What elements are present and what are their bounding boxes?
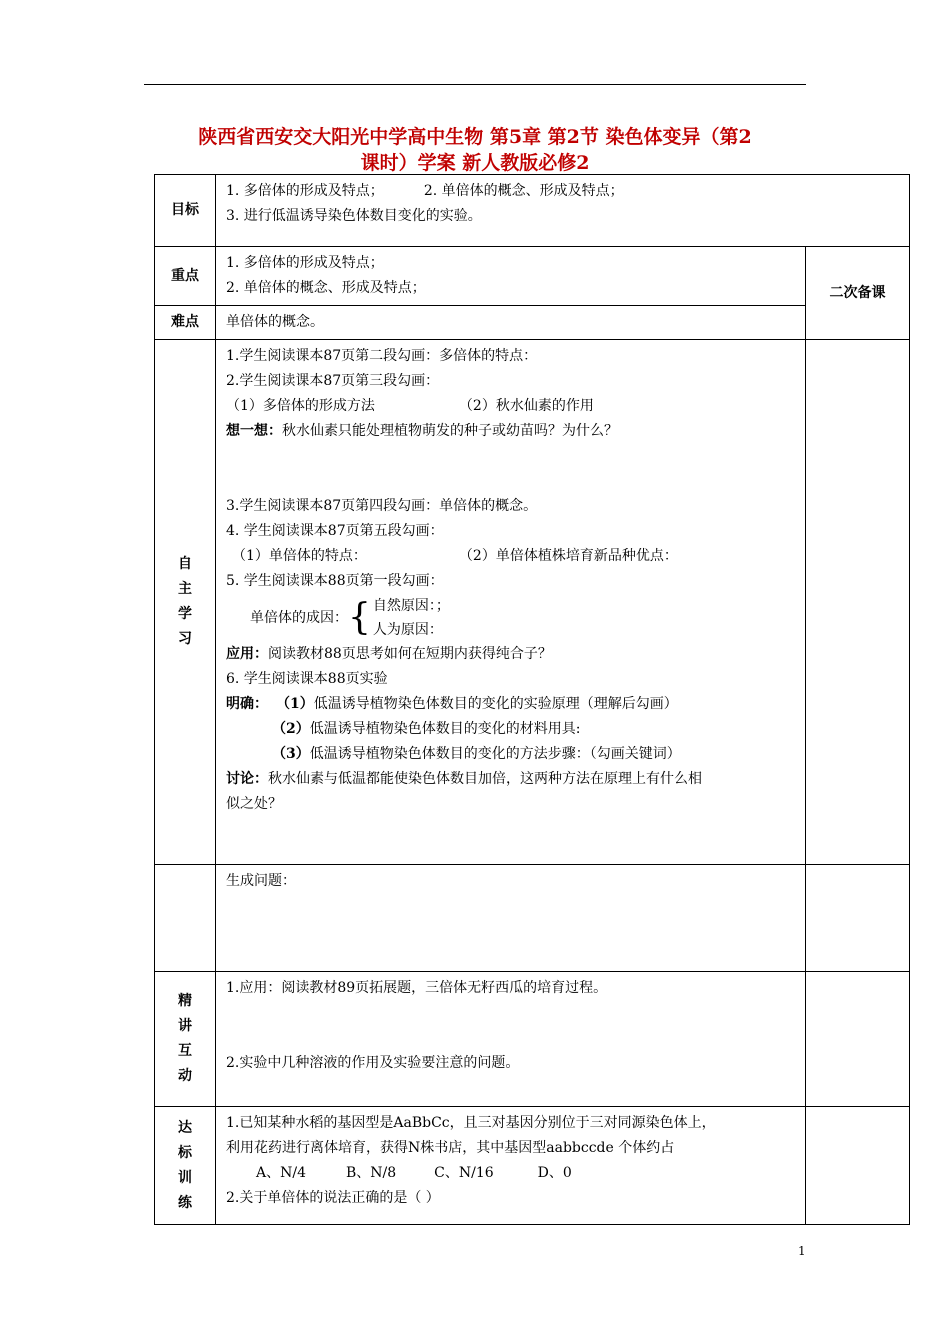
cause-artificial: 人为原因：: [372, 622, 443, 638]
dabiao-line-2: 利用花药进行离体培育，获得N株书店，其中基因型aabbccde 个体约占: [226, 1140, 675, 1156]
cause-natural: 自然原因：；: [372, 598, 450, 614]
side-blank-dabiao: [806, 1107, 910, 1225]
label-jingjiang-text: 精讲互动: [178, 993, 192, 1084]
document-title: [140, 124, 810, 176]
zhongdian-line-1: 1. 多倍体的形成及特点；: [226, 255, 384, 271]
jingjiang-blank: [226, 1001, 797, 1051]
label-zizhu: [155, 340, 216, 865]
zizhu-line-5: 3.学生阅读课本87页第四段勾画：单倍体的概念。: [226, 498, 538, 514]
row-zizhu: [155, 340, 910, 865]
dabiao-line-3: 2.关于单倍体的说法正确的是（ ）: [226, 1190, 440, 1206]
dabiao-content: [216, 1107, 806, 1225]
side-label-second-prep: 二次备课: [806, 247, 910, 340]
zizhu-line-apply: 应用：阅读教材88页思考如何在短期内获得纯合子？: [226, 646, 552, 662]
label-mubiao: 目标: [155, 175, 216, 247]
label-dabiao: [155, 1107, 216, 1225]
row-zhongdian: [155, 247, 910, 306]
title-line-2: 课时）学案 新人教版必修2: [360, 152, 590, 174]
zizhu-line-7: （1）单倍体的特点： （2）单倍体植株培育新品种优点：: [232, 548, 678, 564]
label-jingjiang: [155, 972, 216, 1107]
zizhu-content: [216, 340, 806, 865]
zizhu-line-16: 似之处？: [226, 796, 282, 812]
label-nandian: 难点: [155, 306, 216, 340]
mubiao-content: [216, 175, 910, 247]
jingjiang-line-1: 1.应用：阅读教材89页拓展题，三倍体无籽西瓜的培育过程。: [226, 980, 608, 996]
title-line-1: 陕西省西安交大阳光中学高中生物 第5章 第2节 染色体变异（第2: [198, 126, 752, 148]
zizhu-line-discuss: 讨论：秋水仙素与低温都能使染色体数目加倍，这两种方法在原理上有什么相: [226, 771, 702, 787]
side-blank-jingjiang: [806, 972, 910, 1107]
shengcheng-content: [216, 865, 806, 972]
shengcheng-line-1: 生成问题：: [226, 873, 296, 889]
mubiao-line-1: 1. 多倍体的形成及特点； 2. 单倍体的概念、形成及特点；: [226, 183, 624, 199]
option-b: B、N/8: [345, 1165, 397, 1181]
row-shengcheng: [155, 865, 910, 972]
row-mubiao: [155, 175, 910, 247]
row-dabiao: [155, 1107, 910, 1225]
header-rule: [144, 84, 806, 85]
option-c: C、N/16: [434, 1165, 494, 1181]
zhongdian-line-2: 2. 单倍体的概念、形成及特点；: [226, 280, 426, 296]
dabiao-options: [226, 1161, 797, 1186]
zizhu-line-think: 想一想：秋水仙素只能处理植物萌发的种子或幼苗吗？为什么？: [226, 423, 618, 439]
option-a: A、N/4: [256, 1165, 306, 1181]
row-jingjiang: [155, 972, 910, 1107]
side-blank-shengcheng: [806, 865, 910, 972]
row-nandian: [155, 306, 910, 340]
zizhu-line-11: 6. 学生阅读课本88页实验: [226, 671, 388, 687]
dabiao-line-1: 1.已知某种水稻的基因型是AaBbCc，且三对基因分别位于三对同源染色体上，: [226, 1115, 716, 1131]
option-d: D、0: [537, 1165, 572, 1181]
jingjiang-line-2: 2.实验中几种溶液的作用及实验要注意的问题。: [226, 1055, 520, 1071]
haploid-causes: [250, 594, 797, 642]
zizhu-line-14: （3）低温诱导植物染色体数目的变化的方法步骤：（勾画关键词）: [272, 746, 681, 762]
brace-icon: {: [348, 597, 371, 638]
nandian-content: 单倍体的概念。: [216, 306, 806, 340]
zhongdian-content: [216, 247, 806, 306]
label-blank: [155, 865, 216, 972]
zizhu-line-8: 5. 学生阅读课本88页第一段勾画：: [226, 573, 444, 589]
zizhu-line-3: （1）多倍体的形成方法 （2）秋水仙素的作用: [226, 398, 594, 414]
zizhu-blank-1: [226, 444, 797, 494]
label-zhongdian: 重点: [155, 247, 216, 306]
zizhu-line-2: 2.学生阅读课本87页第三段勾画：: [226, 373, 440, 389]
mubiao-line-2: 3. 进行低温诱导染色体数目变化的实验。: [226, 208, 482, 224]
zizhu-line-12: 明确： （1）低温诱导植物染色体数目的变化的实验原理（理解后勾画）: [226, 696, 678, 712]
haploid-causes-label: 单倍体的成因：: [250, 609, 348, 626]
lesson-table: [154, 174, 910, 1225]
side-blank-zizhu: [806, 340, 910, 865]
label-dabiao-text: 达标训练: [178, 1119, 192, 1211]
zizhu-line-6: 4. 学生阅读课本87页第五段勾画：: [226, 523, 444, 539]
haploid-causes-list: [373, 594, 450, 642]
zizhu-line-1: 1.学生阅读课本87页第二段勾画：多倍体的特点：: [226, 348, 538, 364]
label-zizhu-text: 自主学习: [178, 556, 192, 647]
page-number: 1: [798, 1244, 806, 1258]
jingjiang-content: [216, 972, 806, 1107]
zizhu-line-13: （2）低温诱导植物染色体数目的变化的材料用具:: [272, 721, 581, 737]
